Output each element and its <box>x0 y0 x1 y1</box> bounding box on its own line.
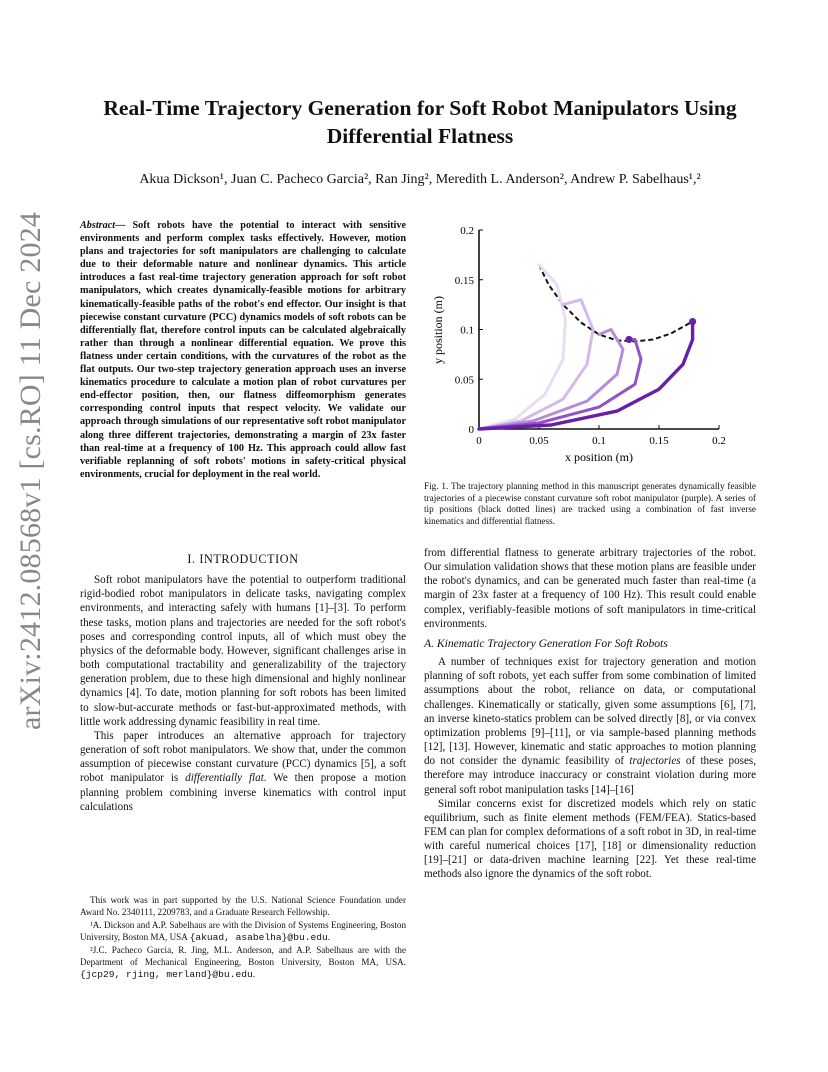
tip-endpoint-marker <box>689 318 696 325</box>
robot-pose-curve <box>479 300 593 429</box>
figure-1-plot <box>424 218 756 470</box>
intro-p2-end: . We then propose a motion planning problem combining inverse kinematics with control input calculations <box>80 772 407 813</box>
figure-1-caption: Fig. 1. The trajectory planning method in this manuscript generates dynamically feasible trajectories of a piecewise constant curvature soft robot manipulator (purple). A series of tip positions (black dotted lines) are tracked using a combination of fast inverse kinematics and differential flatness. <box>424 481 756 526</box>
y-axis-label: y position (m) <box>431 296 445 364</box>
footnote-1-email: {akuad, asabelha}@bu.edu <box>189 931 328 943</box>
intro-p2-start: This paper introduces an alternative approach for trajectory generation of soft robot manipulators. We show that, under the common assumption of piecewise constant curvature (PCC) dynamics [5], a soft robot manipulator is <box>80 729 406 785</box>
subsection-heading-a: A. Kinematic Trajectory Generation For Soft Robots <box>424 636 668 650</box>
author-list: Akua Dickson¹, Juan C. Pacheco Garcia², Ran Jing², Meredith L. Anderson², Andrew P. Sabelhaus¹,² <box>139 172 701 187</box>
intro-continuation: from differential flatness to generate arbitrary trajectories of the robot. Our simulation validation shows that these motion plans are feasible under the robot's dynamics, and can be generated much faster than real-time (a margin of 23x faster at a frequency of 100 Hz). This result could enable complex, verifiably-feasible motions of soft manipulators in time-critical environments. <box>424 547 756 630</box>
x-tick-label: 0 <box>476 435 482 447</box>
footnote-2-email: {jcp29, rjing, merland}@bu.edu <box>80 968 253 980</box>
subsection-a-paragraph-2: Similar concerns exist for discretized models which rely on static equilibrium, such as finite element methods (FEM/FEA). Statics-based FEM can plan for complex deformations of a soft robot in 3D, in real-time with careful numerical choices [17], [18] or dimensionality reduction [19]–[21] or data-driven machine learning [22]. Yet these real-time methods also ignore the dynamics of the soft robot. <box>424 797 756 881</box>
section-heading-introduction: I. INTRODUCTION <box>187 552 299 566</box>
y-tick-label: 0.2 <box>460 225 474 237</box>
tip-endpoint-marker <box>625 336 632 343</box>
footnote-1-text: ¹A. Dickson and A.P. Sabelhaus are with the Division of Systems Engineering, Boston University, Boston MA, USA <box>80 920 406 942</box>
abstract-label: Abstract <box>80 220 116 231</box>
abstract-text: — Soft robots have the potential to interact with sensitive environments and perform complex tasks effectively. However, motion plans and trajectories for soft manipulators are challenging to calculate due to their deformable nature and nonlinear dynamics. This article introduces a fast real-time trajectory generation approach for soft robot manipulators, which creates dynamically-feasible motions for arbitrary kinematically-feasible paths of the robot's end effector. Our insight is that piecewise constant curvature (PCC) dynamics models of soft robots can be differentially flat, therefore control inputs can be calculated algebraically rather than through a nonlinear differential equation. We prove this flatness under certain conditions, with the curvatures of the robot as the flat outputs. Our two-step trajectory generation approach uses an inverse kinematics procedure to calculate a motion plan of robot curvatures per end-effector position, then, our flatness diffeomorphism generates corresponding control inputs that respect velocity. We validate our approach through simulations of our representative soft robot manipulator along three different trajectories, demonstrating a margin of 23x faster than real-time at a frequency of 100 Hz. This approach could allow fast verifiable replanning of soft robots' motions in safety-critical physical environments, crucial for deployment in the real world. <box>80 220 406 480</box>
y-tick-label: 0.1 <box>460 324 474 337</box>
right-column <box>424 546 756 882</box>
sa-p1-end: of these poses, therefore may introduce inaccuracy or constraint violation during more general soft robot manipulation tasks [14]–[16] <box>424 755 756 796</box>
y-tick-label: 0.15 <box>454 274 474 287</box>
arxiv-identifier: arXiv:2412.08568v1 [cs.RO] 11 Dec 2024 <box>14 211 47 730</box>
footnotes <box>80 895 406 982</box>
footnote-funding: This work was in part supported by the U.S. National Science Foundation under Award No. 2340111, 2209783, and a Graduate Research Fellowship. <box>80 895 406 917</box>
x-tick-label: 0.1 <box>592 435 606 447</box>
robot-pose-curve <box>479 340 641 430</box>
x-tick-label: 0.05 <box>529 435 549 447</box>
introduction <box>80 552 406 814</box>
footnote-2: ²J.C. Pacheco Garcia, R. Jing, M.L. Anderson, and A.P. Sabelhaus are with the Department of Mechanical Engineering, Boston University, Boston MA, USA. {jcp29, rjing, merland}@bu.edu. <box>80 945 406 980</box>
sa-p1-emphasis: trajectories <box>629 755 681 768</box>
sa-p1-start: A number of techniques exist for trajectory generation and motion planning of soft robots, yet each suffer from some combination of limited assumptions about the robot, reliance on data, or computational challenges. Kinematically or statically, given some assumptions [6], [7], an inverse kineto-statics problem can be solved directly [8], or via convex optimization problems [9]–[11], or via sample-based planning methods [12], [13]. However, kinematic and static approaches to motion planning do not consider the dynamic feasibility of <box>424 656 756 768</box>
footnote-2-text: ²J.C. Pacheco Garcia, R. Jing, M.L. Anderson, and A.P. Sabelhaus are with the Department of Mechanical Engineering, Boston University, Boston MA, USA. <box>80 945 406 967</box>
x-tick-label: 0.2 <box>712 435 726 447</box>
abstract <box>80 219 406 481</box>
y-tick-label: 0.05 <box>454 374 474 387</box>
subsection-a-paragraph-1 <box>424 655 756 797</box>
intro-paragraph-1: Soft robot manipulators have the potential to outperform traditional rigid-bodied robot manipulators in delicate tasks, navigating complex environments, and interacting safely with humans [1]–[3]. To perform these tasks, motion plans and trajectories are needed for the soft robot's poses and corresponding control inputs, all of which must obey the physics of the deformable body. However, significant challenges arise in both computational tractability and generalizability of the trajectory generation problem, due to these high dimensional and highly nonlinear dynamics [4]. To date, motion planning for soft robots has been limited to slow-but-accurate methods or fast-but-approximated methods, with little work addressing dynamic feasibility in real time. <box>80 574 406 728</box>
paper-title: Real-Time Trajectory Generation for Soft Robot Manipulators Using Differential Flatness <box>103 96 737 148</box>
footnote-1: ¹A. Dickson and A.P. Sabelhaus are with the Division of Systems Engineering, Boston University, Boston MA, USA {akuad, asabelha}@bu.edu. <box>80 920 406 943</box>
y-tick-label: 0 <box>468 424 474 436</box>
x-axis-label: x position (m) <box>565 450 633 464</box>
intro-p2-emphasis: differentially flat <box>185 772 264 785</box>
x-tick-label: 0.15 <box>649 435 669 447</box>
intro-paragraph-2 <box>80 729 406 814</box>
